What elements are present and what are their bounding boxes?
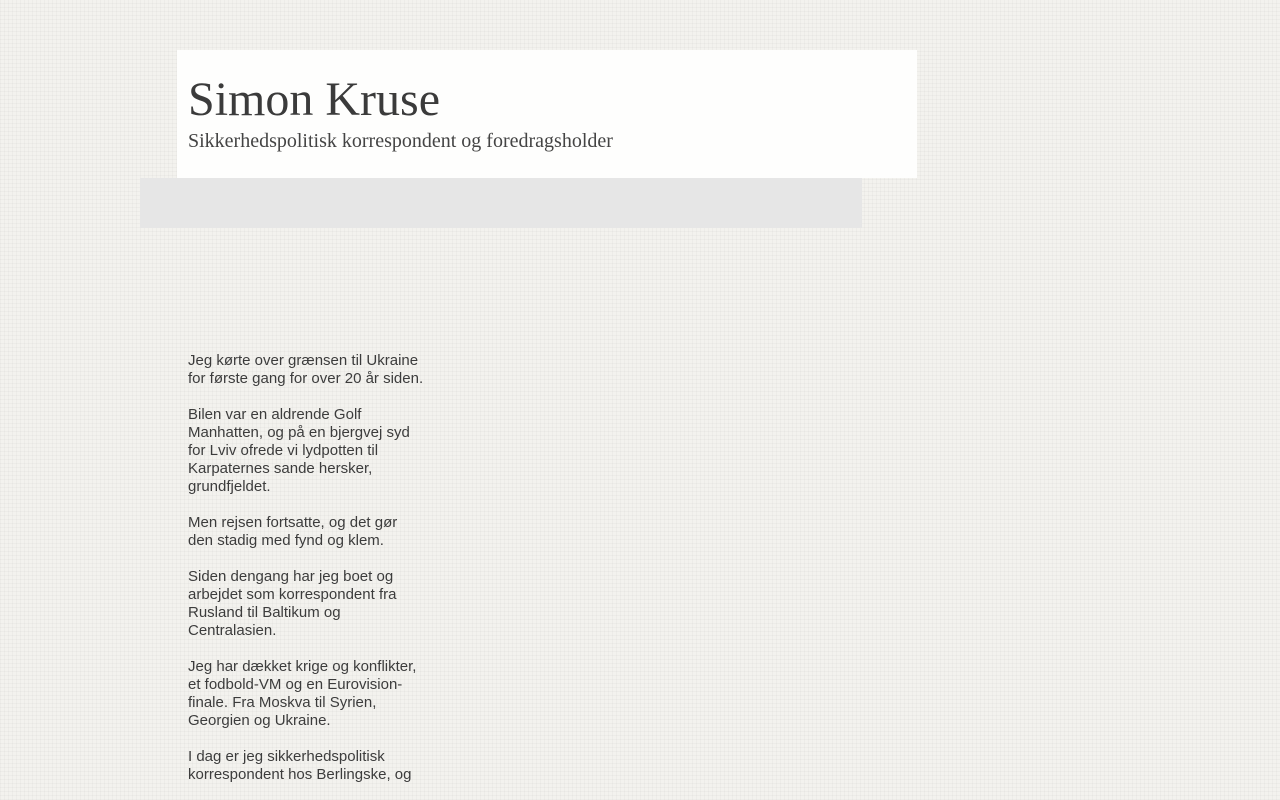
paragraph: Bilen var en aldrende Golf Manhatten, og på en bjergvej syd for Lviv ofrede vi lydpotten til Karpaternes sande hersker, grundfjeldet. — [188, 406, 410, 495]
intro-text — [188, 352, 424, 800]
site-tagline: Sikkerhedspolitisk korrespondent og foredragsholder — [188, 130, 613, 152]
site-title[interactable]: Simon Kruse — [188, 73, 440, 126]
site-header — [177, 50, 917, 178]
paragraph: Men rejsen fortsatte, og det gør den stadig med fynd og klem. — [188, 514, 398, 549]
paragraph: I dag er jeg sikkerhedspolitisk korrespondent hos Berlingske, og — [188, 748, 412, 783]
paragraph: Jeg kørte over grænsen til Ukraine for første gang for over 20 år siden. — [188, 352, 424, 387]
paragraph: Siden dengang har jeg boet og arbejdet som korrespondent fra Rusland til Baltikum og Centralasien. — [188, 568, 397, 639]
navigation-bar — [140, 178, 862, 228]
paragraph: Jeg har dækket krige og konflikter, et fodbold-VM og en Eurovision-finale. Fra Moskva til Syrien, Georgien og Ukraine. — [188, 658, 417, 729]
